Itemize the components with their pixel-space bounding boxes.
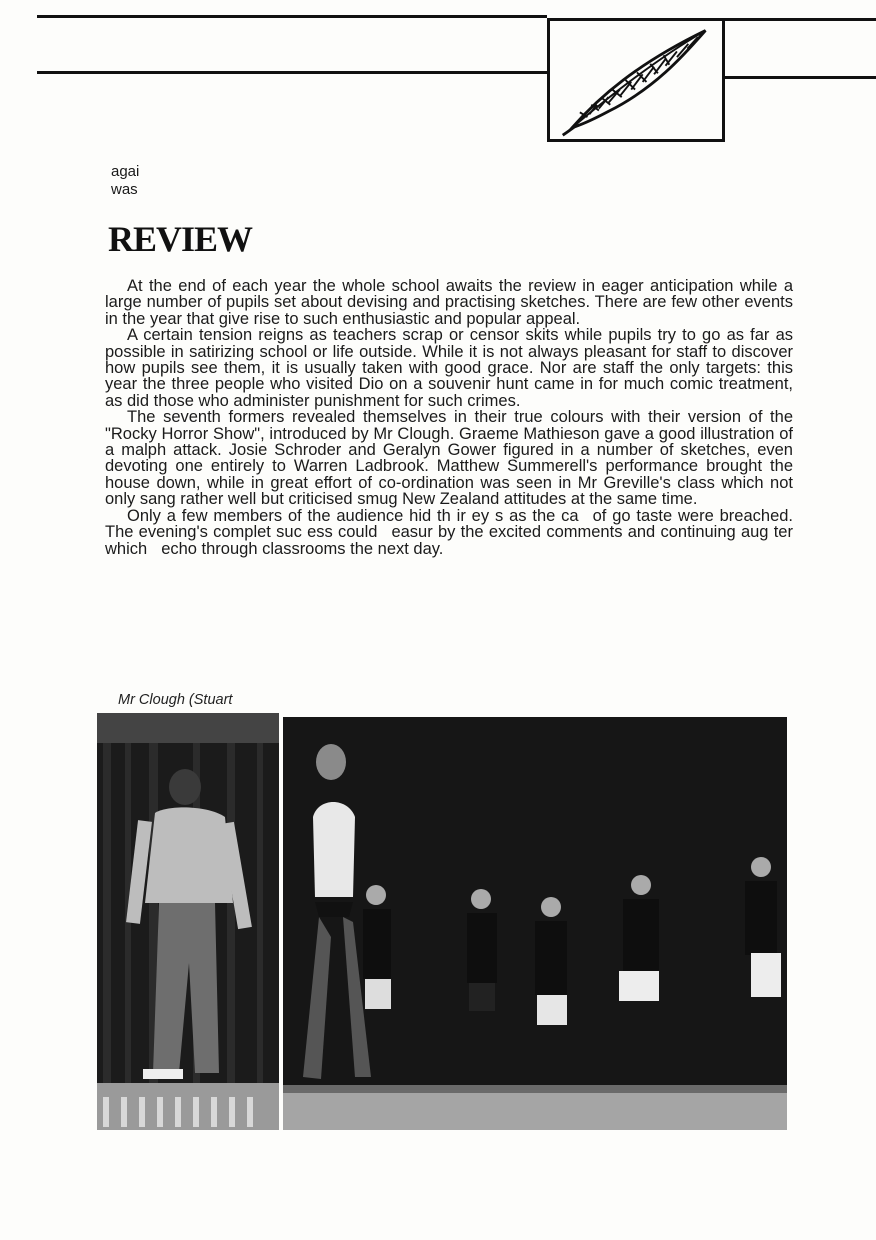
fragment-line-2: was	[111, 181, 138, 198]
photo-caption: Mr Clough (Stuart	[118, 692, 233, 708]
photo-mr-clough	[97, 713, 279, 1130]
quill-emblem	[547, 18, 725, 142]
quill-feather-icon	[550, 21, 722, 139]
stage-performer-photo	[97, 713, 279, 1130]
p4-part-3: s as the ca	[494, 506, 579, 525]
stage-group-photo	[283, 717, 787, 1130]
header-rule-middle	[37, 71, 547, 74]
p4-part-7: easur by the excited comments and continuing	[391, 523, 736, 542]
p4-part-1: Only a few members of the audience hid th	[127, 506, 451, 525]
paragraph-2: A certain tension reigns as teachers scrap or censor skits while pupils try to go as far as possible in satirizing school or life outside. While it is not always pleasant for staff to discover how pupils see them, it is usually taken with good grace. Nor are staff the only targets: this year the three people who visited Dio on a souvenir hunt came in for much comic treatment, as did those who administer punishment for such crimes.	[105, 326, 793, 410]
p4-part-8: aug	[740, 523, 769, 542]
article-body	[105, 278, 793, 557]
p4-part-6: ess could	[307, 523, 378, 542]
header-rule-top	[37, 15, 547, 18]
paragraph-1: At the end of each year the whole school awaits the review in eager anticipation while a large number of pupils set about devising and practising sketches. There are few other events in the year that give rise to such enthusiastic and popular appeal.	[105, 277, 793, 328]
header-rule-top-right	[725, 18, 876, 21]
paragraph-3: The seventh formers revealed themselves in their true colours with their version of the "Rocky Horror Show", introduced by Mr Clough. Graeme Mathieson gave a good illustration of a malph attack. Josie Schroder and Geralyn Gower figured in a number of sketches, even devoting one entirely to Warren Ladbrook. Matthew Summerell's performance brought the house down, while in great effort of co-ordination was seen in Mr Greville's class which not only sang rather well but criticised smug New Zealand attitudes at the same time.	[105, 408, 793, 509]
p4-part-5: suc	[276, 523, 302, 542]
photo-rocky-horror-show	[283, 717, 787, 1130]
article-title: REVIEW	[108, 219, 253, 259]
p4-part-9: ter which	[105, 523, 793, 558]
p4-part-10: echo through classrooms the next day.	[161, 539, 444, 558]
p4-part-4: of go taste were breached. The evening's complet	[105, 506, 794, 542]
p4-part-2: ir ey	[456, 506, 490, 525]
header-rule-middle-right	[725, 76, 876, 79]
paragraph-4	[105, 508, 793, 557]
fragment-line-1: agai	[111, 163, 140, 180]
